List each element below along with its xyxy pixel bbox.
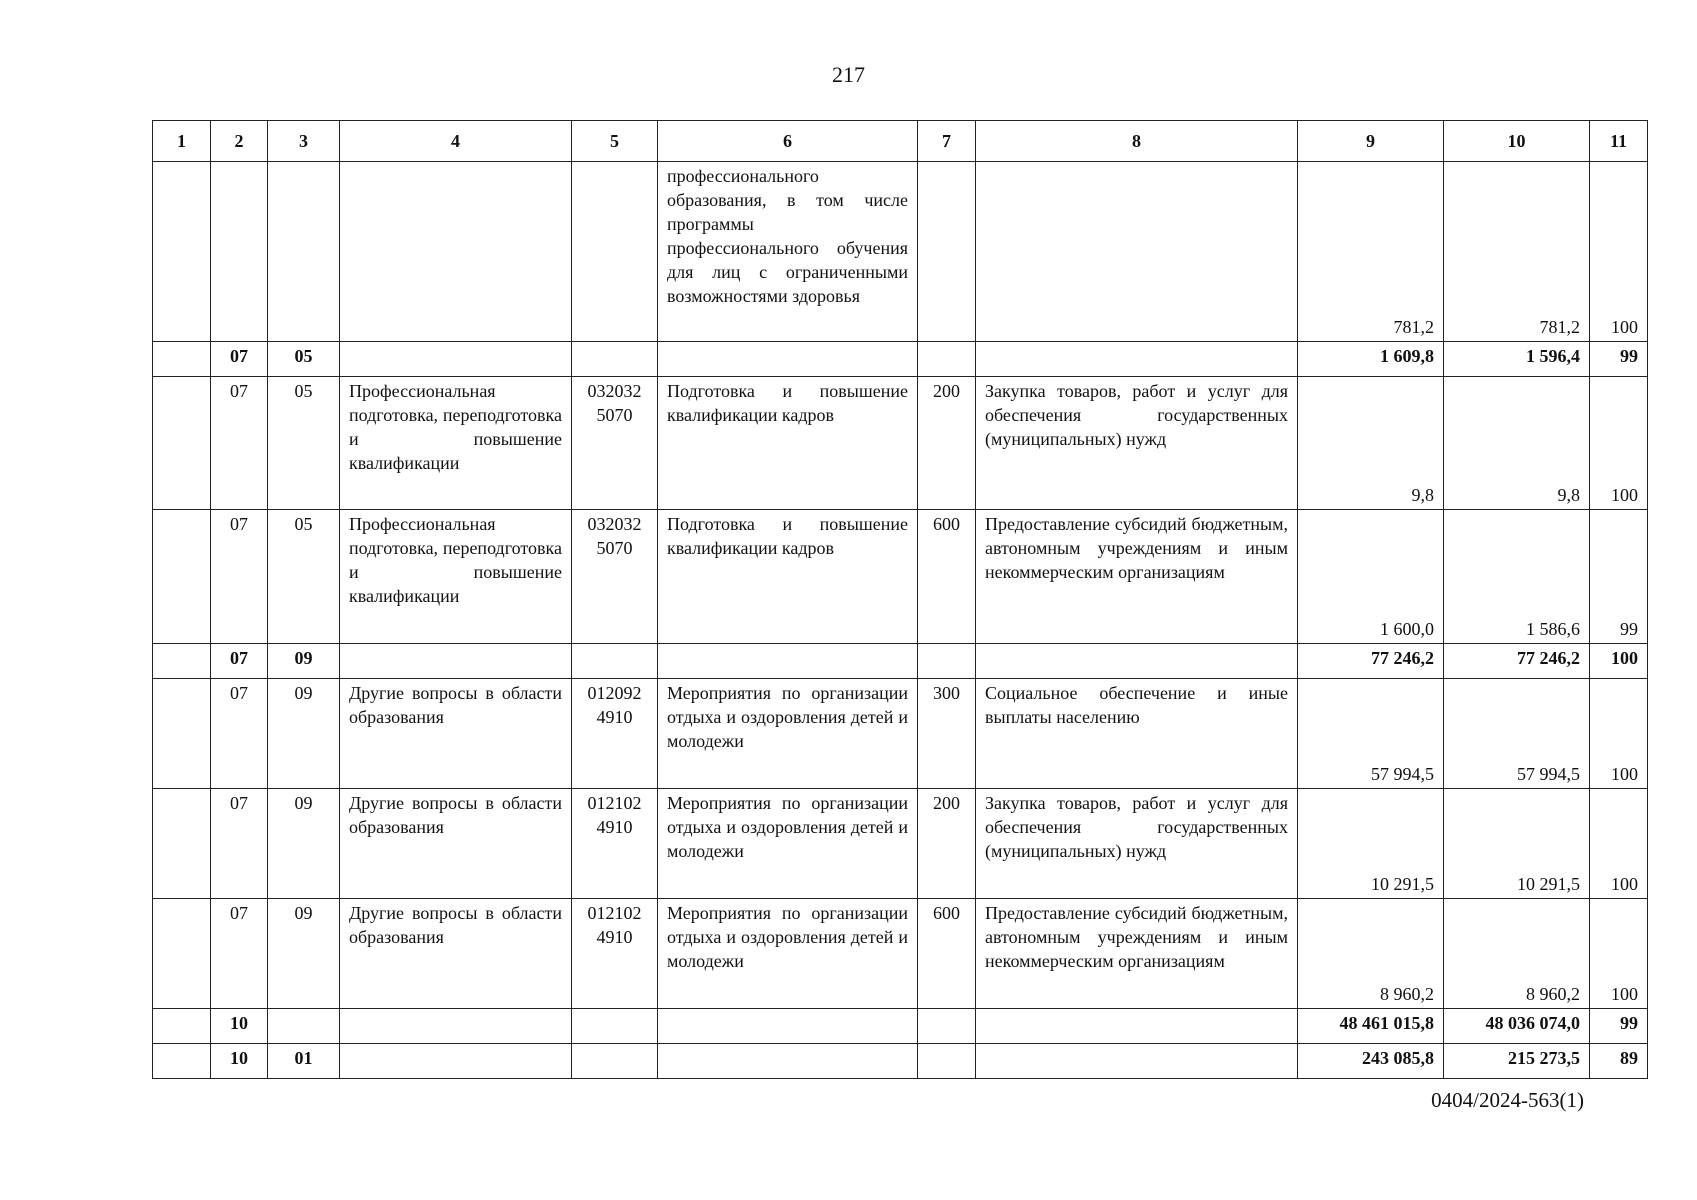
- table-cell: [153, 899, 211, 1009]
- table-row: [153, 1044, 1648, 1079]
- table-cell: 200: [918, 789, 976, 899]
- page-number: 217: [832, 62, 865, 87]
- table-cell: [976, 1009, 1298, 1044]
- table-cell: 07: [211, 679, 268, 789]
- table-cell: Другие вопросы в области образования: [340, 899, 572, 1009]
- table-cell: [153, 162, 211, 342]
- table-cell: 77 246,2: [1444, 644, 1590, 679]
- table-cell: [918, 1009, 976, 1044]
- table-cell: [658, 1009, 918, 1044]
- table-cell: Мероприятия по организации отдыха и оздоровления детей и молодежи: [658, 899, 918, 1009]
- table-row: [153, 899, 1648, 1009]
- table-cell: 07: [211, 377, 268, 510]
- table-cell: [976, 1044, 1298, 1079]
- table-cell: 07: [211, 899, 268, 1009]
- budget-table: [152, 120, 1648, 1079]
- table-cell: профессионального образования, в том числе программы профессионального обучения для лиц с ограниченными возможностями здоровья: [658, 162, 918, 342]
- table-cell: 48 036 074,0: [1444, 1009, 1590, 1044]
- header-cell: 1: [153, 121, 211, 162]
- table-cell: [153, 342, 211, 377]
- table-cell: 032032 5070: [572, 510, 658, 644]
- table-cell: 8 960,2: [1298, 899, 1444, 1009]
- table-cell: 05: [268, 510, 340, 644]
- table-row: [153, 162, 1648, 342]
- table-cell: [340, 1009, 572, 1044]
- header-cell: 4: [340, 121, 572, 162]
- table-cell: 10 291,5: [1298, 789, 1444, 899]
- table-cell: 100: [1590, 679, 1648, 789]
- table-cell: [658, 342, 918, 377]
- table-cell: 10: [211, 1009, 268, 1044]
- document-code: 0404/2024-563(1): [1431, 1088, 1584, 1112]
- table-cell: [153, 510, 211, 644]
- table-cell: 07: [211, 644, 268, 679]
- table-cell: [572, 342, 658, 377]
- table-cell: 100: [1590, 789, 1648, 899]
- table-cell: 05: [268, 377, 340, 510]
- table-cell: 01: [268, 1044, 340, 1079]
- table-cell: 012102 4910: [572, 899, 658, 1009]
- table-row: [153, 644, 1648, 679]
- table-cell: Закупка товаров, работ и услуг для обеспечения государственных (муниципальных) нужд: [976, 377, 1298, 510]
- table-cell: [268, 162, 340, 342]
- table-cell: [153, 789, 211, 899]
- table-cell: 600: [918, 899, 976, 1009]
- table-cell: 8 960,2: [1444, 899, 1590, 1009]
- table-cell: 9,8: [1444, 377, 1590, 510]
- table-cell: [572, 1044, 658, 1079]
- table-cell: [153, 679, 211, 789]
- header-cell: 7: [918, 121, 976, 162]
- header-cell: 2: [211, 121, 268, 162]
- table-cell: Другие вопросы в области образования: [340, 789, 572, 899]
- table-cell: Мероприятия по организации отдыха и оздоровления детей и молодежи: [658, 679, 918, 789]
- table-cell: [572, 162, 658, 342]
- header-cell: 8: [976, 121, 1298, 162]
- table-cell: 200: [918, 377, 976, 510]
- header-row: [153, 121, 1648, 162]
- table-cell: 99: [1590, 1009, 1648, 1044]
- table-cell: [976, 162, 1298, 342]
- table-cell: 09: [268, 679, 340, 789]
- table-row: [153, 1009, 1648, 1044]
- header-cell: 3: [268, 121, 340, 162]
- table-cell: 09: [268, 899, 340, 1009]
- table-cell: 07: [211, 789, 268, 899]
- table-cell: 100: [1590, 644, 1648, 679]
- table-cell: Закупка товаров, работ и услуг для обеспечения государственных (муниципальных) нужд: [976, 789, 1298, 899]
- table-cell: [918, 1044, 976, 1079]
- table-cell: 032032 5070: [572, 377, 658, 510]
- table-cell: 48 461 015,8: [1298, 1009, 1444, 1044]
- table-cell: 781,2: [1298, 162, 1444, 342]
- table-cell: Подготовка и повышение квалификации кадров: [658, 377, 918, 510]
- header-cell: 9: [1298, 121, 1444, 162]
- table-cell: 1 586,6: [1444, 510, 1590, 644]
- header-cell: 6: [658, 121, 918, 162]
- table-cell: 1 609,8: [1298, 342, 1444, 377]
- table-row: [153, 789, 1648, 899]
- table-cell: 012092 4910: [572, 679, 658, 789]
- table-cell: 09: [268, 789, 340, 899]
- table-cell: Предоставление субсидий бюджетным, автономным учреждениям и иным некоммерческим организациям: [976, 510, 1298, 644]
- table-cell: [572, 644, 658, 679]
- table-cell: [211, 162, 268, 342]
- table-cell: Подготовка и повышение квалификации кадров: [658, 510, 918, 644]
- table-cell: [153, 1044, 211, 1079]
- table-cell: [153, 644, 211, 679]
- table-cell: 57 994,5: [1298, 679, 1444, 789]
- table-cell: [340, 342, 572, 377]
- table-cell: 10: [211, 1044, 268, 1079]
- table-cell: Мероприятия по организации отдыха и оздоровления детей и молодежи: [658, 789, 918, 899]
- table-cell: [153, 1009, 211, 1044]
- table-cell: [658, 1044, 918, 1079]
- table-cell: 781,2: [1444, 162, 1590, 342]
- table-cell: [340, 644, 572, 679]
- header-cell: 10: [1444, 121, 1590, 162]
- table-cell: 100: [1590, 377, 1648, 510]
- table-cell: 600: [918, 510, 976, 644]
- table-cell: [153, 377, 211, 510]
- table-row: [153, 679, 1648, 789]
- table-cell: 012102 4910: [572, 789, 658, 899]
- table-cell: 1 596,4: [1444, 342, 1590, 377]
- table-cell: 77 246,2: [1298, 644, 1444, 679]
- table-row: [153, 510, 1648, 644]
- table-cell: 99: [1590, 510, 1648, 644]
- table-cell: [918, 162, 976, 342]
- table-cell: 9,8: [1298, 377, 1444, 510]
- table-cell: [572, 1009, 658, 1044]
- table-cell: 100: [1590, 899, 1648, 1009]
- table-cell: 1 600,0: [1298, 510, 1444, 644]
- table-row: [153, 342, 1648, 377]
- table-cell: 09: [268, 644, 340, 679]
- table-cell: [340, 162, 572, 342]
- table-cell: [918, 644, 976, 679]
- table-cell: 05: [268, 342, 340, 377]
- table-cell: [268, 1009, 340, 1044]
- table-cell: Социальное обеспечение и иные выплаты населению: [976, 679, 1298, 789]
- table-cell: Другие вопросы в области образования: [340, 679, 572, 789]
- table-cell: 215 273,5: [1444, 1044, 1590, 1079]
- table-cell: Профессиональная подготовка, переподготовка и повышение квалификации: [340, 377, 572, 510]
- table-cell: 10 291,5: [1444, 789, 1590, 899]
- table-cell: 89: [1590, 1044, 1648, 1079]
- table-cell: 300: [918, 679, 976, 789]
- table-cell: 07: [211, 510, 268, 644]
- table-cell: Профессиональная подготовка, переподготовка и повышение квалификации: [340, 510, 572, 644]
- table-cell: 07: [211, 342, 268, 377]
- table-cell: [976, 644, 1298, 679]
- header-cell: 5: [572, 121, 658, 162]
- header-cell: 11: [1590, 121, 1648, 162]
- table-cell: [658, 644, 918, 679]
- table-cell: [918, 342, 976, 377]
- table-cell: [976, 342, 1298, 377]
- table-cell: 100: [1590, 162, 1648, 342]
- table-cell: 99: [1590, 342, 1648, 377]
- table-cell: 57 994,5: [1444, 679, 1590, 789]
- table-cell: Предоставление субсидий бюджетным, автономным учреждениям и иным некоммерческим организациям: [976, 899, 1298, 1009]
- table-cell: [340, 1044, 572, 1079]
- table-cell: 243 085,8: [1298, 1044, 1444, 1079]
- table-row: [153, 377, 1648, 510]
